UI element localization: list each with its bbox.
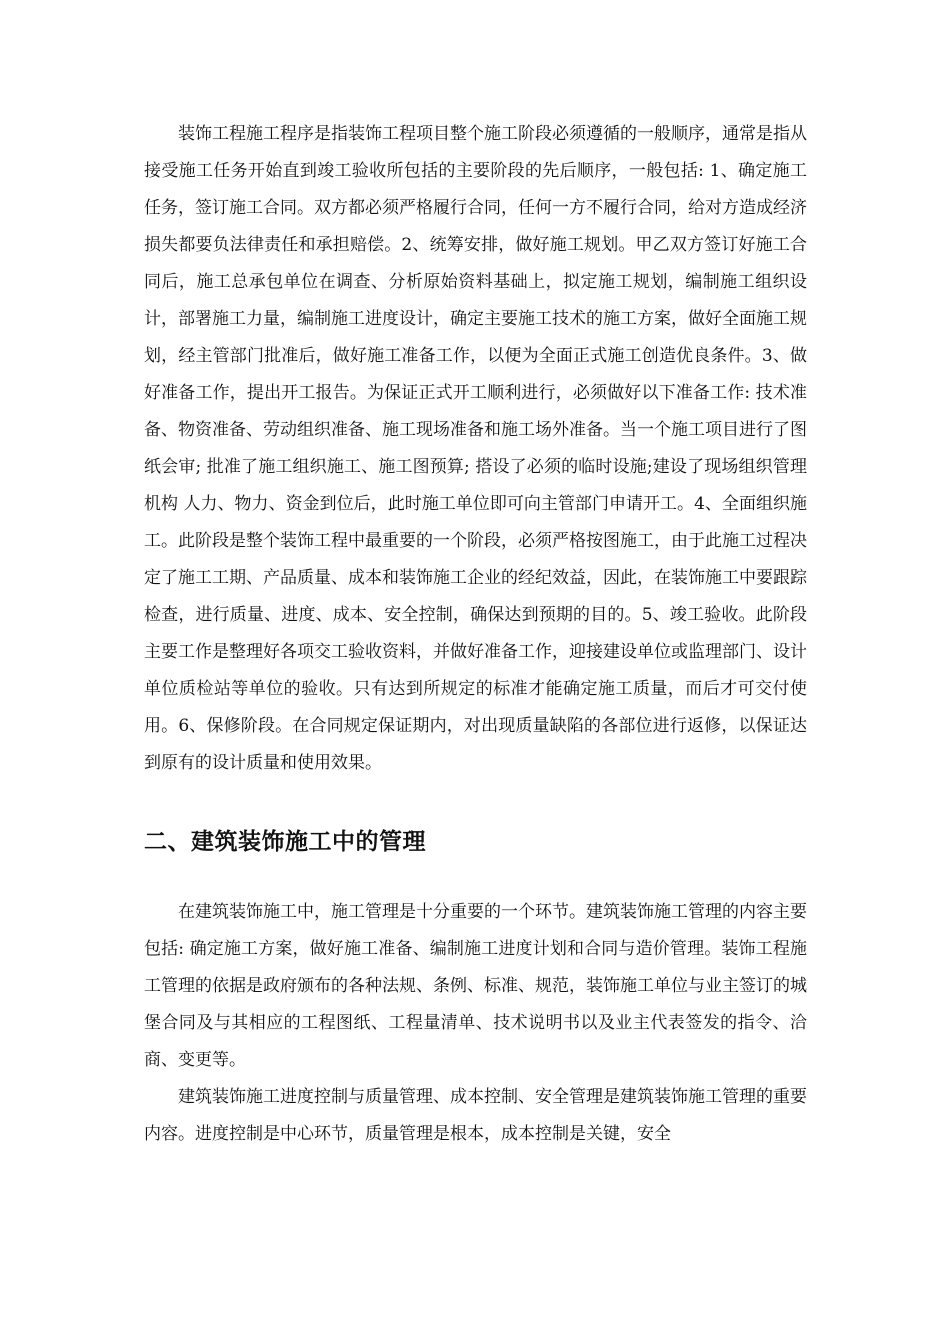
paragraph-construction-procedure: 装饰工程施工程序是指装饰工程项目整个施工阶段必须遵循的一般顺序，通常是指从接受施工任务开始直到竣工验收所包括的主要阶段的先后顺序，一般包括: 1、确定施工任务，签订施工合同。双方都必须严格履行合同，任何一方不履行合同，给对方造成经济损失都要负法律责任和承担赔偿。2、统筹安排，做好施工规划。甲乙双方签订好施工合同后，施工总承包单位在调查、分析原始资料基础上，拟定施工规划，编制施工组织设计，部署施工力量，编制施工进度设计，确定主要施工技术的施工方案，做好全面施工规划，经主管部门批准后，做好施工准备工作，以便为全面正式施工创造优良条件。3、做好准备工作，提出开工报告。为保证正式开工顺利进行，必须做好以下准备工作: 技术准备、物资准备、劳动组织准备、施工现场准备和施工场外准备。当一个施工项目进行了图纸会审; 批准了施工组织施工、施工图预算; 搭设了必须的临时设施;建设了现场组织管理机构 人力、物力、资金到位后，此时施工单位即可向主管部门申请开工。4、全面组织施工。此阶段是整个装饰工程中最重要的一个阶段，必须严格按图施工，由于此施工过程决定了施工工期、产品质量、成本和装饰施工企业的经纪效益，因此，在装饰施工中要跟踪检查，进行质量、进度、成本、安全控制，确保达到预期的目的。5、竣工验收。此阶段主要工作是整理好各项交工验收资料，并做好准备工作，迎接建设单位或监理部门、设计单位质检站等单位的验收。只有达到所规定的标准才能确定施工质量，而后才可交付使用。6、保修阶段。在合同规定保证期内，对出现质量缺陷的各部位进行返修，以保证达到原有的设计质量和使用效果。 xyxy=(144,124,807,773)
paragraph-management-key-points: 建筑装饰施工进度控制与质量管理、成本控制、安全管理是建筑装饰施工管理的重要内容。进度控制是中心环节，质量管理是根本，成本控制是关键，安全 xyxy=(144,1087,807,1144)
paragraph-management-content: 在建筑装饰施工中，施工管理是十分重要的一个环节。建筑装饰施工管理的内容主要包括: 确定施工方案，做好施工准备、编制施工进度计划和合同与造价管理。装饰工程施工管理的依据是政府颁布的各种法规、条例、标准、规范，装饰施工单位与业主签订的城堡合同及与其相应的工程图纸、工程量清单、技术说明书以及业主代表签发的指令、洽商、变更等。 xyxy=(144,902,807,1070)
section-heading-management: 二、建筑装饰施工中的管理 xyxy=(144,829,426,855)
document-body xyxy=(144,116,807,1153)
